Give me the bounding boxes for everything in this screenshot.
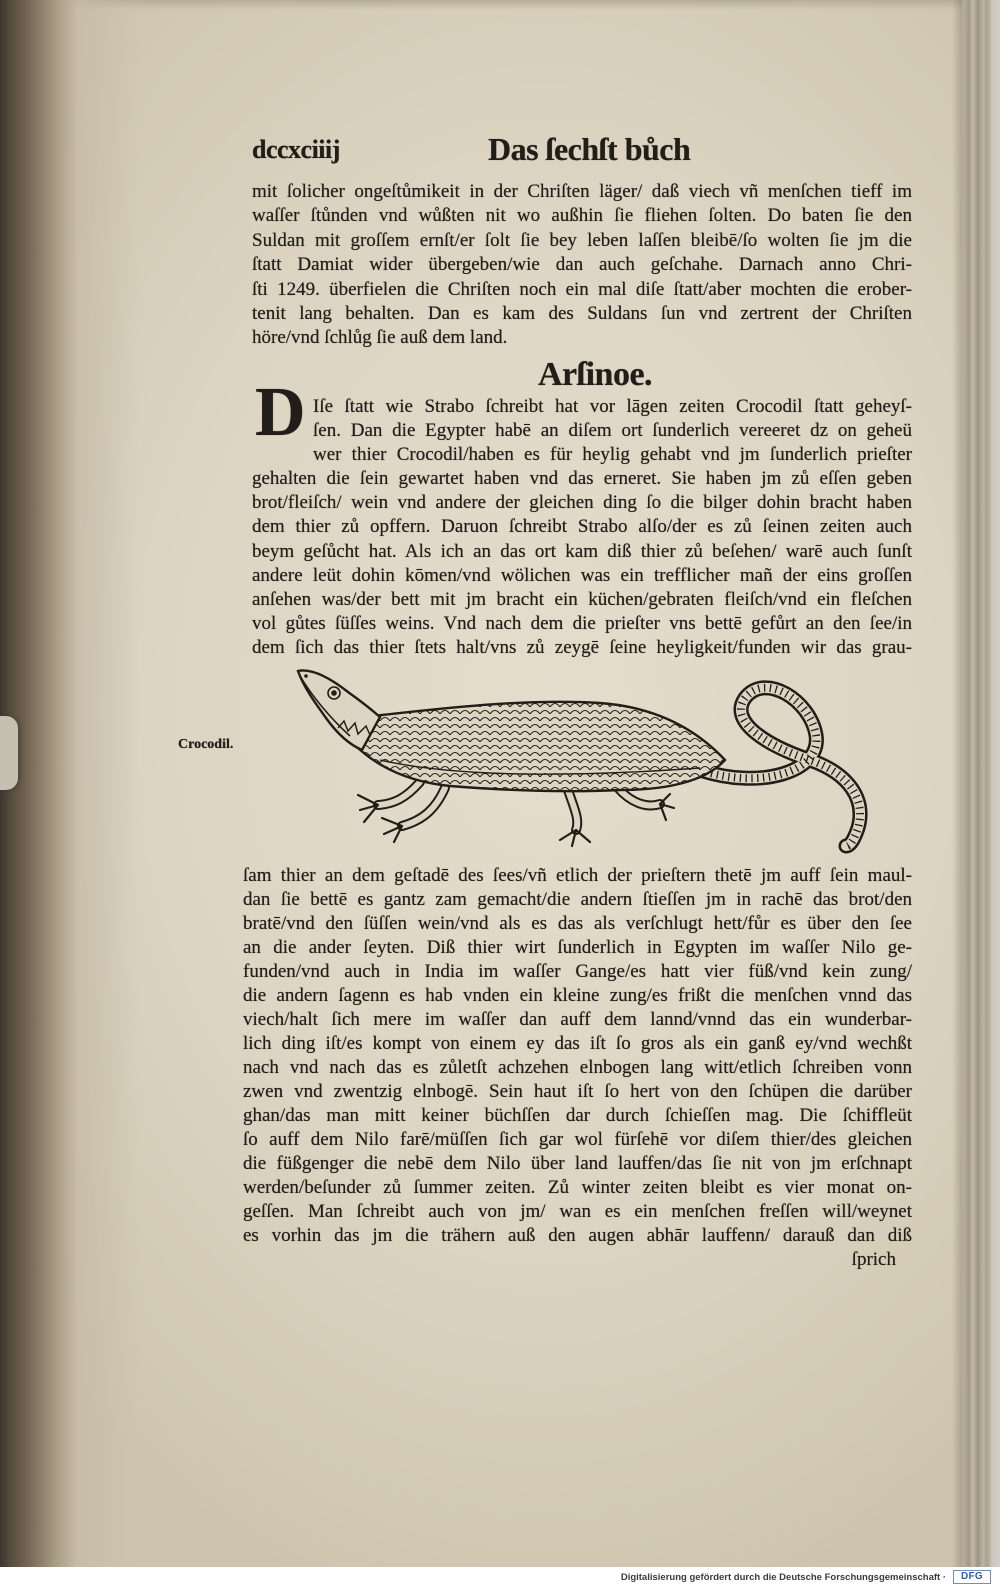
text-line-content: höre/vnd ſchlůg ſie auß dem land. bbox=[252, 327, 508, 349]
crocodile-head bbox=[298, 670, 380, 750]
page-edge-lip bbox=[0, 716, 18, 790]
text-line bbox=[243, 888, 912, 912]
text-line bbox=[252, 612, 912, 636]
text-line-content: mit ſolicher ongeſtůmikeit in der Chriſten läger/ daß viech vñ menſchen tieff im bbox=[252, 181, 912, 202]
crocodile-tail bbox=[700, 688, 860, 846]
text-line-content: die füßgenger die nebē dem Nilo über land lauffen/das ſie nit von jm erſchnapt bbox=[243, 1153, 912, 1174]
text-line-content: waſſer ſtůnden vnd wůßten nit wo außhin ſie fliehen ſolten. Do baten ſie den bbox=[252, 205, 912, 227]
paragraph-3 bbox=[243, 864, 912, 1248]
text-line-content: ſam thier an dem geſtadē des ſees/vñ etlich der prieſtern thetē jm auff ſein maul- bbox=[243, 865, 912, 886]
text-line bbox=[243, 912, 912, 936]
text-line-content: wer thier Crocodil/haben es für heylig gehabt vnd jm ſunderlich prieſter bbox=[313, 444, 912, 466]
page-stack-edge bbox=[952, 0, 1000, 1567]
text-line-content: dem thier zů opffern. Daruon ſchreibt Strabo alſo/der es zů ſeinen zeiten auch bbox=[252, 516, 912, 538]
page-top-edge bbox=[0, 0, 1000, 10]
text-line bbox=[252, 302, 912, 326]
text-line-content: ſti 1249. überfielen die Chriſten noch ein mal diſe ſtatt/aber mochten die erober- bbox=[252, 278, 912, 300]
crocodile-body bbox=[358, 702, 725, 791]
text-line-content: ſo auff dem Nilo farē/müſſen ſich gar wol fürſehē vor diſem thier/des gleichen bbox=[243, 1129, 912, 1150]
paragraph-1 bbox=[252, 180, 912, 351]
text-line-content: es vorhin das jm die trähern auß den augen abhār lauffenn/ darauß dan diß bbox=[243, 1225, 912, 1246]
text-line-content: andere leüt dohin kōmen/vnd wölichen was ein trefflicher mañ der eins groſſen bbox=[252, 564, 912, 586]
text-line-content: dan ſie bettē es gantz zam gemacht/die andern ſtieſſen jm in rachē das brot/den bbox=[243, 889, 912, 910]
text-line-content: bratē/vnd den ſüſſen wein/vnd als es das als verſchlugt hett/fůr es über den ſee bbox=[243, 913, 912, 934]
text-line bbox=[243, 1224, 912, 1248]
paragraph-2 bbox=[252, 395, 912, 660]
dfg-logo: DFG bbox=[953, 1570, 991, 1584]
text-line bbox=[313, 419, 912, 443]
text-line bbox=[243, 1008, 912, 1032]
text-line bbox=[243, 1056, 912, 1080]
text-line-content: beym geſůcht hat. Als ich an das ort kam diß thier zů beſehen/ warē auch ſunſt bbox=[252, 540, 912, 562]
text-line bbox=[243, 1128, 912, 1152]
text-line bbox=[243, 960, 912, 984]
drop-cap-initial: D bbox=[255, 374, 306, 451]
text-line bbox=[252, 588, 912, 612]
text-line bbox=[243, 936, 912, 960]
margin-note: Crocodil. bbox=[178, 737, 234, 752]
text-line-content: anſehen was/der bett mit jm bracht ein küchen/gebraten fleiſch/vnd ein fleſchen bbox=[252, 588, 912, 610]
text-line-content: dem ſich das thier ſtets halt/vns zů zeygē ſeine heyligkeit/funden wir das grau- bbox=[252, 636, 912, 658]
text-line bbox=[243, 1080, 912, 1104]
text-line bbox=[243, 864, 912, 888]
text-line-content: ghan/das man mitt keiner büchſſen dar durch ſchieſſen mag. Die ſchiffleüt bbox=[243, 1105, 912, 1126]
text-line bbox=[243, 1032, 912, 1056]
footer-credit: Digitalisierung gefördert durch die Deutsche Forschungsgemeinschaft · bbox=[620, 1572, 946, 1583]
crocodile-woodcut bbox=[290, 660, 870, 855]
text-line-content: zwen vnd zwentzig elnbogē. Sein haut iſt ſo hert von den ſchüpen die darüber bbox=[243, 1081, 912, 1102]
book-gutter-shadow bbox=[0, 0, 140, 1567]
text-line bbox=[252, 326, 912, 350]
text-line bbox=[252, 515, 912, 539]
text-line bbox=[252, 467, 912, 491]
text-line bbox=[252, 204, 912, 228]
text-line-content: Suldan mit groſſem ernſt/er ſolt ſie bey leben laſſen bleibē/ſo wolten ſie jm die bbox=[252, 229, 912, 251]
text-line-content: an die ander ſeyten. Diß thier wirt ſunderlich in Egypten im waſſer Nilo ge- bbox=[243, 937, 912, 958]
text-line bbox=[252, 636, 912, 660]
text-line-content: geſſen. Man ſchreibt auch von jm/ wan es ein menſchen freſſen will/weynet bbox=[243, 1201, 912, 1222]
text-line bbox=[243, 984, 912, 1008]
text-line bbox=[243, 1176, 912, 1200]
section-heading: Arſinoe. bbox=[538, 356, 653, 393]
page-number: dccxciiij bbox=[252, 135, 340, 164]
text-line bbox=[252, 564, 912, 588]
crocodile-legs bbox=[358, 782, 674, 846]
catchword: ſprich bbox=[851, 1249, 896, 1270]
text-line-content: brot/fleiſch/ wein vnd andere der gleichen ding ſo die bilger dohin bracht haben bbox=[252, 492, 912, 514]
text-line bbox=[243, 1152, 912, 1176]
text-line-content: funden/vnd auch in India im waſſer Gange/es hatt vier füß/vnd kein zung/ bbox=[243, 961, 912, 982]
text-line-content: ſtatt Damiat wider übergeben/wie dan auch geſchahe. Darnach anno Chri- bbox=[252, 254, 912, 276]
text-line bbox=[252, 540, 912, 564]
text-line-content: viech/halt ſich mere im waſſer dan auff dem lannd/vnnd das ein wunderbar- bbox=[243, 1009, 912, 1030]
text-line-content: tenit lang behalten. Dan es kam des Suldans ſun vnd zertrent der Chriſten bbox=[252, 302, 912, 324]
digitization-footer bbox=[0, 1567, 1000, 1588]
text-line-content: nach vnd nach das es zůletſt achzehen elnbogen lang witt/etlich ſchreiben vonn bbox=[243, 1057, 912, 1078]
text-line-content: lich ding iſt/es kompt von einem ey das iſt ſo gros als ein ganß ey/vnd wechßt bbox=[243, 1033, 912, 1054]
text-line bbox=[243, 1200, 912, 1224]
text-line bbox=[252, 229, 912, 253]
text-line-content: werden/beſunder zů ſummer zeiten. Zů winter zeiten bleibt es vier monat on- bbox=[243, 1177, 912, 1198]
text-line bbox=[313, 395, 912, 419]
text-line-content: gehalten die ſein gewartet haben vnd das erneret. Sie haben jm zů eſſen geben bbox=[252, 468, 912, 490]
text-line-content: Iſe ſtatt wie Strabo ſchreibt hat vor lāgen zeiten Crocodil ſtatt geheyſ- bbox=[313, 396, 912, 417]
text-line-content: ſen. Dan die Egypter habē an diſem ort ſunderlich vereeret dz on geheü bbox=[313, 420, 912, 442]
text-line bbox=[252, 491, 912, 515]
text-line-content: vol gůtes ſüſſes weins. Vnd nach dem die prieſter vns bettē gefůrt an den ſee/in bbox=[252, 612, 912, 634]
text-line bbox=[243, 1104, 912, 1128]
text-line bbox=[252, 180, 912, 204]
text-line-content: die andern ſagenn es hab vnden ein kleine zung/es frißt die menſchen vnnd das bbox=[243, 985, 912, 1006]
text-line bbox=[252, 278, 912, 302]
running-title: Das ſechſt bůch bbox=[488, 131, 691, 167]
text-line bbox=[252, 253, 912, 277]
text-line bbox=[313, 443, 912, 467]
